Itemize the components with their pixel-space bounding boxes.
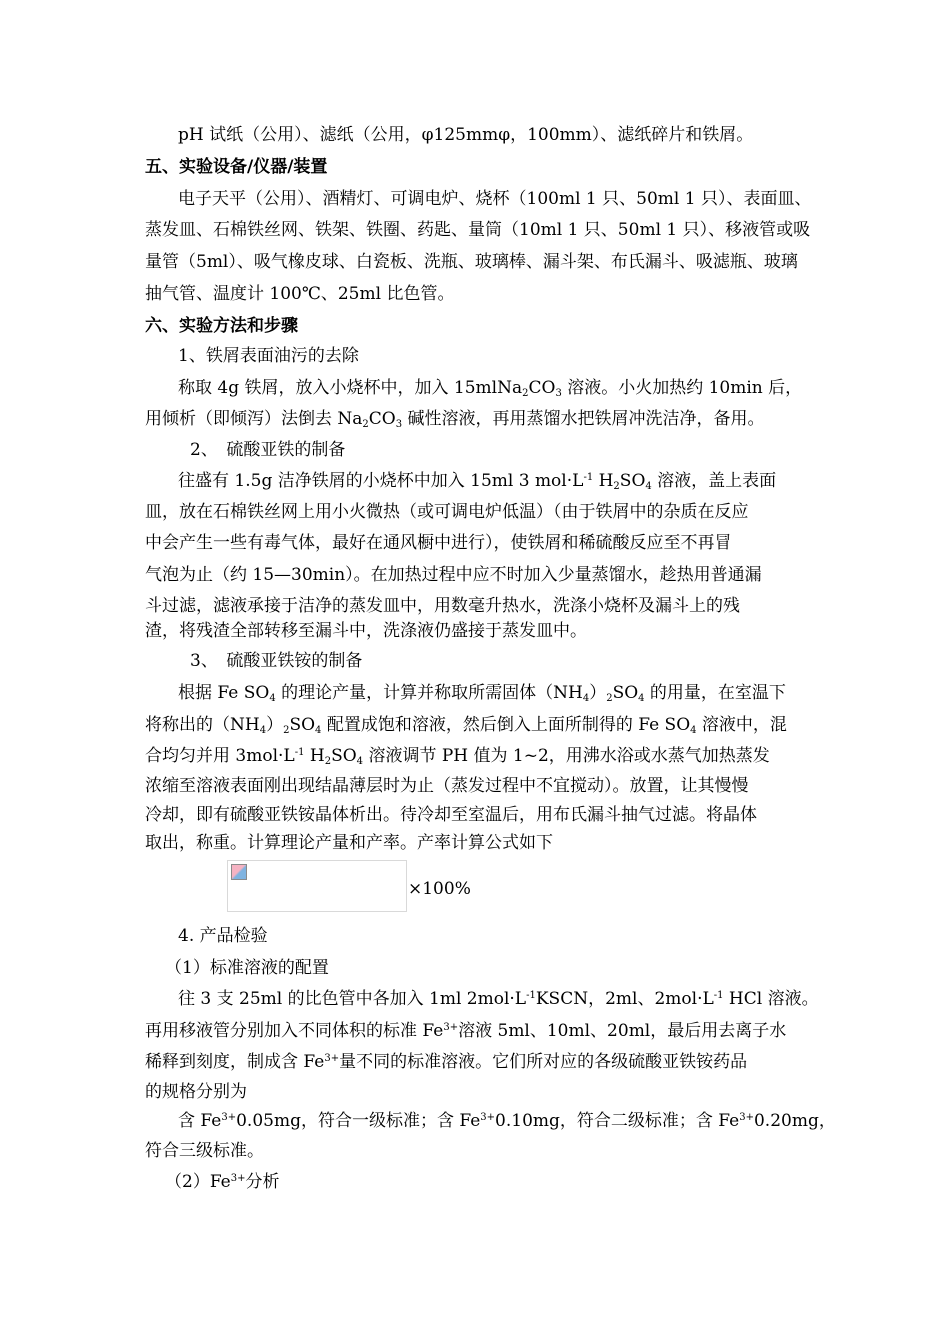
paragraph-ammonium-line: 浓缩至溶液表面刚出现结晶薄层时为止（蒸发过程中不宜搅动）。放置，让其慢慢: [145, 776, 749, 796]
paragraph-grades-line: 符合三级标准。: [145, 1141, 264, 1161]
formula-percent-factor: ×100%: [408, 879, 471, 899]
subheading-fe3-analysis: $(2)Fe^{3+}$分析: [165, 1172, 280, 1192]
paragraph-grades-line: 含 $Fe^{3+}0.05mg$，符合一级标准；含 $Fe^{3+}0.10mg$，符合二级标准；含 $Fe^{3+}0.20mg$，: [178, 1111, 836, 1131]
paragraph-ammonium-line: 合均匀并用 $3mol\cdot L^{-1}$ $H_2SO_4$ 溶液调节 PH 值为 1~2，用沸水浴或水蒸气加热蒸发: [145, 746, 770, 767]
step-heading-ammonium-ferrous-sulfate: 3、 硫酸亚铁铵的制备: [190, 651, 363, 671]
paragraph-ferrous-sulfate-line: 渣，将残渣全部转移至漏斗中，洗涤液仍盛接于蒸发皿中。: [145, 621, 587, 641]
step-heading-product-test: 4. 产品检验: [178, 926, 268, 946]
paragraph-equipment-line: 蒸发皿、石棉铁丝网、铁架、铁圈、药匙、量筒（10ml 1 只、50ml 1 只）、移液管或吸: [145, 220, 811, 240]
subheading-standard-solution: （1）标准溶液的配置: [165, 958, 329, 978]
paragraph-ammonium-line: 将称出的$(NH_4)_2SO_4$ 配置成饱和溶液，然后倒入上面所制得的 Fe $SO_4$ 溶液中，混: [145, 715, 787, 736]
step-heading-ferrous-sulfate: 2、 硫酸亚铁的制备: [190, 440, 346, 460]
paragraph-ferrous-sulfate-line: 气泡为止（约 15—30min）。在加热过程中应不时加入少量蒸馏水，趁热用普通漏: [145, 565, 762, 585]
paragraph-standard-line: 的规格分别为: [145, 1082, 247, 1102]
paragraph-ferrous-sulfate-line: 往盛有 1.5g 洁净铁屑的小烧杯中加入 15ml 3 $mol\cdot L^{-1}$ $H_2SO_4$ 溶液，盖上表面: [178, 471, 777, 492]
paragraph-equipment-line: 电子天平（公用）、酒精灯、可调电炉、烧杯（100ml 1 只、50ml 1 只）、表面皿、: [178, 189, 812, 209]
paragraph-ferrous-sulfate-line: 中会产生一些有毒气体，最好在通风橱中进行），使铁屑和稀硫酸反应至不再冒: [145, 533, 732, 553]
paragraph-ammonium-line: 取出，称重。计算理论产量和产率。产率计算公式如下: [145, 833, 553, 853]
formula-image-placeholder: [227, 860, 407, 912]
paragraph-ammonium-line: 根据 Fe $SO_4$ 的理论产量，计算并称取所需固体$(NH_4)_2SO_4$ 的用量，在室温下: [178, 683, 786, 704]
broken-image-icon: [231, 864, 247, 880]
paragraph-standard-line: 再用移液管分别加入不同体积的标准 $Fe^{3+}$溶液 5ml、10ml、20ml，最后用去离子水: [145, 1021, 787, 1041]
paragraph-equipment-line: 抽气管、温度计 100℃、25ml 比色管。: [145, 284, 455, 304]
paragraph-ferrous-sulfate-line: 皿，放在石棉铁丝网上用小火微热（或可调电炉低温）（由于铁屑中的杂质在反应: [145, 502, 749, 522]
paragraph-degrease-line: 用倾析（即倾泻）法倒去 $Na_2CO_3$ 碱性溶液，再用蒸馏水把铁屑冲洗洁净，备用。: [145, 409, 765, 430]
paragraph-ferrous-sulfate-line: 斗过滤，滤液承接于洁净的蒸发皿中，用数毫升热水，洗涤小烧杯及漏斗上的残: [145, 596, 740, 616]
paragraph-degrease-line: 称取 4g 铁屑，放入小烧杯中，加入 $15mlNa_2CO_3$ 溶液。小火加热约 10min 后，: [178, 378, 803, 399]
section-heading-methods: 六、实验方法和步骤: [145, 316, 298, 336]
paragraph-equipment-line: 量管（5ml）、吸气橡皮球、白瓷板、洗瓶、玻璃棒、漏斗架、布氏漏斗、吸滤瓶、玻璃: [145, 252, 798, 272]
paragraph-ammonium-line: 冷却，即有硫酸亚铁铵晶体析出。待冷却至室温后，用布氏漏斗抽气过滤。将晶体: [145, 805, 757, 825]
paragraph-standard-line: 稀释到刻度，制成含 $Fe^{3+}$量不同的标准溶液。它们所对应的各级硫酸亚铁铵药品: [145, 1052, 748, 1072]
step-heading-degrease: 1、铁屑表面油污的去除: [178, 346, 359, 366]
paragraph-standard-line: 往 3 支 25ml 的比色管中各加入 1ml $2mol\cdot L^{-1}KSCN$，2ml、$2mol\cdot L^{-1}$ HCl 溶液。: [178, 989, 819, 1009]
paragraph-materials: pH 试纸（公用）、滤纸（公用，φ125mmφ，100mm）、滤纸碎片和铁屑。: [178, 125, 754, 145]
section-heading-equipment: 五、实验设备/仪器/装置: [145, 157, 328, 177]
